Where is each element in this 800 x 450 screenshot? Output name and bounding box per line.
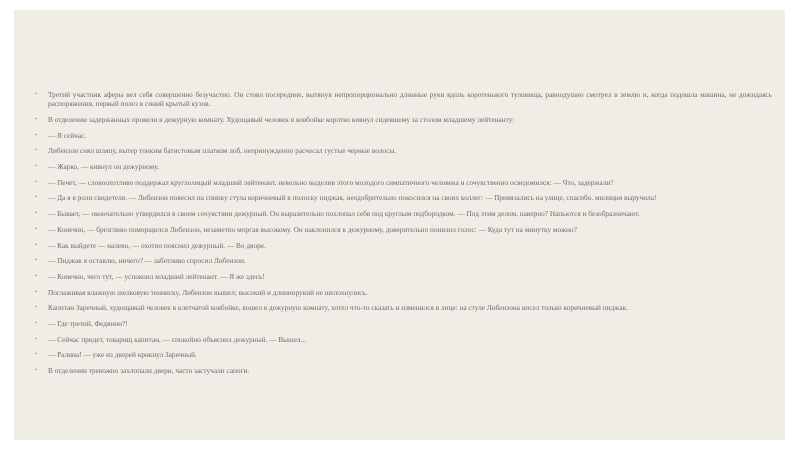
paragraph-6: • — Печет, — словоохотливо поддержал круглолицый младший лейтенант, невольно выделив этого молодого симпатичного человека и сочувственно осведомился: — Что, задержали? — [34, 178, 772, 187]
paragraph-8: • — Бывает, — окончательно утвердился в своем сочувствии дежурный. Он выразительно похлопал себя под круглым подбородком. — Под этим делом, наверно? Напьются и безобразничают. — [34, 209, 772, 218]
paragraph-17: • — Ралина! — уже из дверей крикнул Заречный. — [34, 350, 772, 359]
paragraph-2: • В отделении задержанных провели в дежурную комнату. Худощавый человек в ковбойке коротко кивнул сидевшему за столом младшему лейтенанту: — [34, 115, 772, 124]
paragraph-10: • — Как выйдете — налево, — охотно пояснил дежурный. — Во дворе. — [34, 241, 772, 250]
paragraph-16: • — Сейчас придет, товарищ капитан, — спокойно объяснил дежурный. — Вышел... — [34, 335, 772, 344]
slide — [14, 10, 785, 440]
paragraph-11: • — Пиджак я оставлю, ничего? — заботливо спросил Либензон. — [34, 256, 772, 265]
paragraph-7: • — Да я в роли свидетеля. — Либензон повесил на спинку стула коричневый в полоску пиджак, неодобрительно покосился на своих коллег: — Привязались на улице, спасибо, милиция выручила! — [34, 193, 772, 202]
paragraph-12: • — Конечно, чего тут, — успокоил младший лейтенант. — Я же здесь! — [34, 272, 772, 281]
paragraph-14: • Капитан Заречный, худощавый человек в клетчатой ковбойке, вошел в дежурную комнату, хотел что-то сказать и изменился в лице: на стуле Либензона висел только коричневый пиджак. — [34, 303, 772, 312]
paragraph-13: • Поглаживая влажную шелковую тенниску, Либензон вышел; высокий и длиннорукий не шелохнулись. — [34, 288, 772, 297]
paragraph-5: • — Жарко, — кивнул он дежурному. — [34, 162, 772, 171]
paragraph-list — [34, 90, 772, 382]
paragraph-18: • В отделении тревожно захлопали двери, часто застучали сапоги. — [34, 366, 772, 375]
paragraph-1: • Третий участник аферы вел себя совершенно безучастно. Он стоял посередине, вытянув непропорционально длинные руки вдоль коротенького туловища, равнодушно смотрел в землю и, когда подошла машина, не дожидаясь распоряжения, первый полез в синий крытый кузов. — [34, 90, 772, 108]
paragraph-4: • Либензон снял шляпу, вытер тонким батистовым платком лоб, непринужденно расчесал густые черные волосы. — [34, 146, 772, 155]
paragraph-9: • — Конечно, — брезгливо поморщился Либензон, незаметно моргая высокому. Он наклонился к дежурному, доверительно понизил голос: — Куда тут на минутку можно? — [34, 225, 772, 234]
paragraph-15: • — Где третий, Федянин?! — [34, 319, 772, 328]
paragraph-3: • — Я сейчас. — [34, 131, 772, 140]
